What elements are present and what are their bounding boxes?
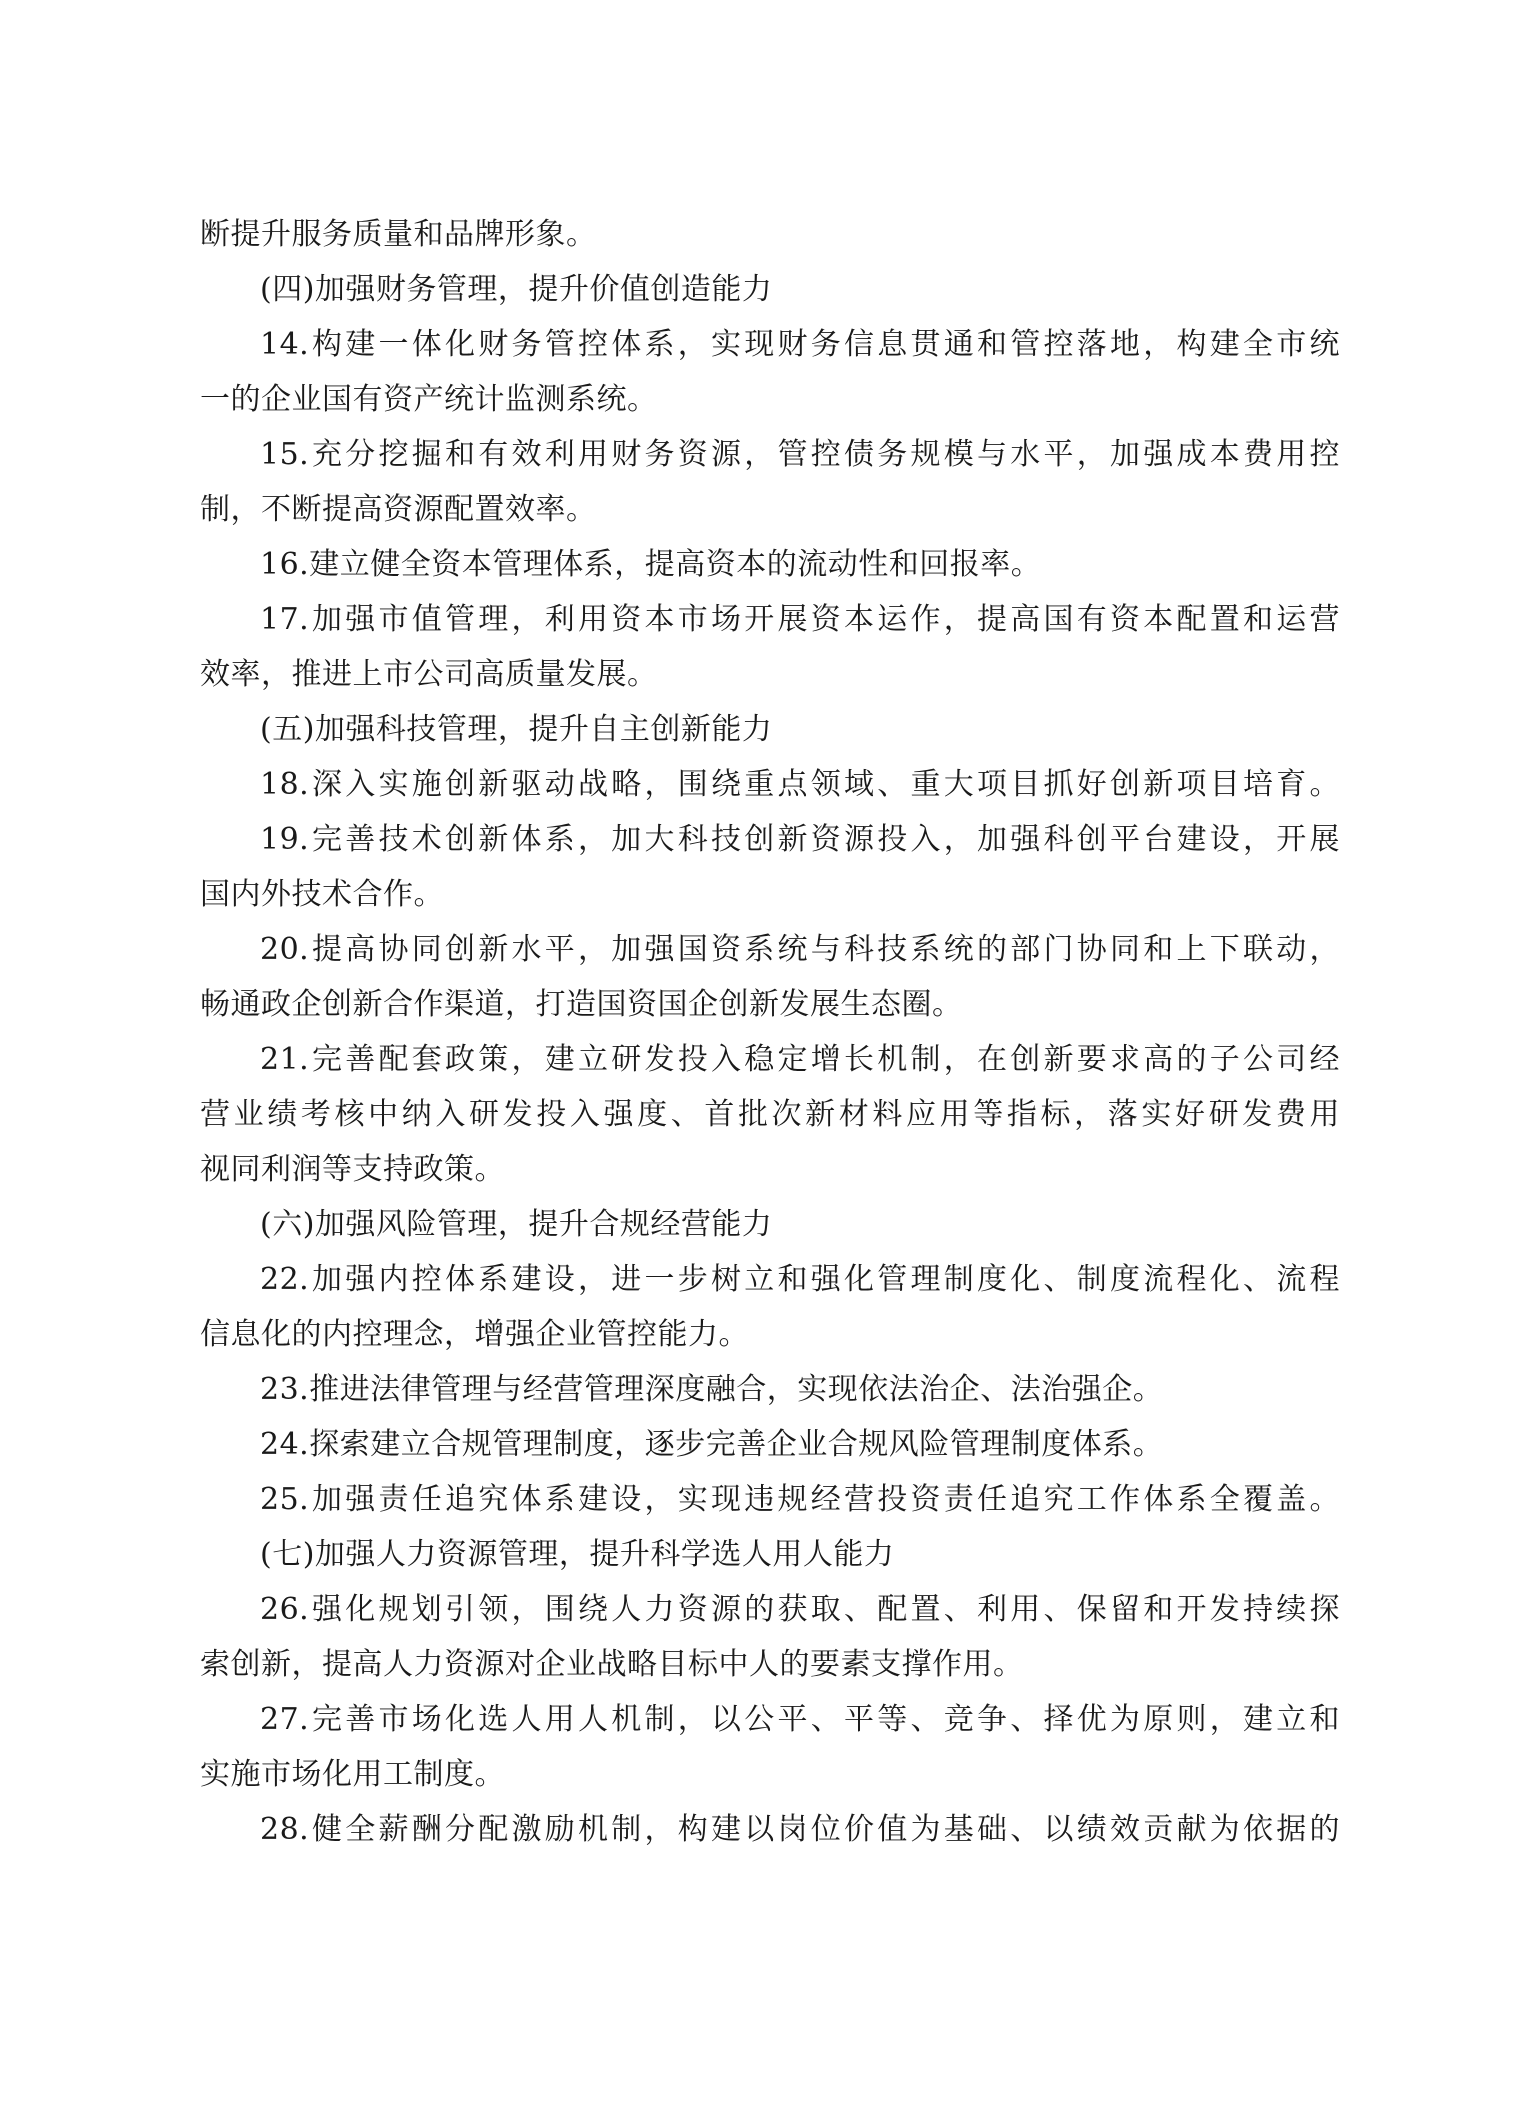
text-line: 效率，推进上市公司高质量发展。	[200, 657, 658, 692]
text-line: 18.深入实施创新驱动战略，围绕重点领域、重大项目抓好创新项目培育。	[260, 767, 1340, 802]
text-line: 制，不断提高资源配置效率。	[200, 492, 597, 527]
text-line: 25.加强责任追究体系建设，实现违规经营投资责任追究工作体系全覆盖。	[260, 1482, 1340, 1517]
text-line: 索创新，提高人力资源对企业战略目标中人的要素支撑作用。	[200, 1647, 1024, 1682]
document-body	[200, 207, 1340, 1857]
text-line: 22.加强内控体系建设，进一步树立和强化管理制度化、制度流程化、流程	[260, 1262, 1340, 1297]
text-line: 26.强化规划引领，围绕人力资源的获取、配置、利用、保留和开发持续探	[260, 1592, 1340, 1627]
text-line: (七)加强人力资源管理，提升科学选人用人能力	[260, 1537, 895, 1572]
text-line: 一的企业国有资产统计监测系统。	[200, 382, 658, 417]
text-line: 28.健全薪酬分配激励机制，构建以岗位价值为基础、以绩效贡献为依据的	[260, 1812, 1340, 1847]
text-line: 16.建立健全资本管理体系，提高资本的流动性和回报率。	[260, 547, 1042, 582]
text-line: 21.完善配套政策，建立研发投入稳定增长机制，在创新要求高的子公司经	[260, 1042, 1340, 1077]
text-line: 20.提高协同创新水平，加强国资系统与科技系统的部门协同和上下联动，	[260, 932, 1340, 967]
text-line: (五)加强科技管理，提升自主创新能力	[260, 712, 773, 747]
text-line: (四)加强财务管理，提升价值创造能力	[260, 272, 773, 307]
text-line: 27.完善市场化选人用人机制，以公平、平等、竞争、择优为原则，建立和	[260, 1702, 1340, 1737]
text-line: 23.推进法律管理与经营管理深度融合，实现依法治企、法治强企。	[260, 1372, 1164, 1407]
text-line: 营业绩考核中纳入研发投入强度、首批次新材料应用等指标，落实好研发费用	[200, 1097, 1340, 1132]
text-line: 17.加强市值管理，利用资本市场开展资本运作，提高国有资本配置和运营	[260, 602, 1340, 637]
text-line: 24.探索建立合规管理制度，逐步完善企业合规风险管理制度体系。	[260, 1427, 1164, 1462]
text-line: 信息化的内控理念，增强企业管控能力。	[200, 1317, 749, 1352]
text-line: 视同利润等支持政策。	[200, 1152, 505, 1187]
text-line: 19.完善技术创新体系，加大科技创新资源投入，加强科创平台建设，开展	[260, 822, 1340, 857]
text-line: 畅通政企创新合作渠道，打造国资国企创新发展生态圈。	[200, 987, 963, 1022]
text-line: (六)加强风险管理，提升合规经营能力	[260, 1207, 773, 1242]
text-line: 15.充分挖掘和有效利用财务资源，管控债务规模与水平，加强成本费用控	[260, 437, 1340, 472]
text-line: 实施市场化用工制度。	[200, 1757, 505, 1792]
text-line: 14.构建一体化财务管控体系，实现财务信息贯通和管控落地，构建全市统	[260, 327, 1340, 362]
text-line: 断提升服务质量和品牌形象。	[200, 217, 597, 252]
text-line: 国内外技术合作。	[200, 877, 444, 912]
